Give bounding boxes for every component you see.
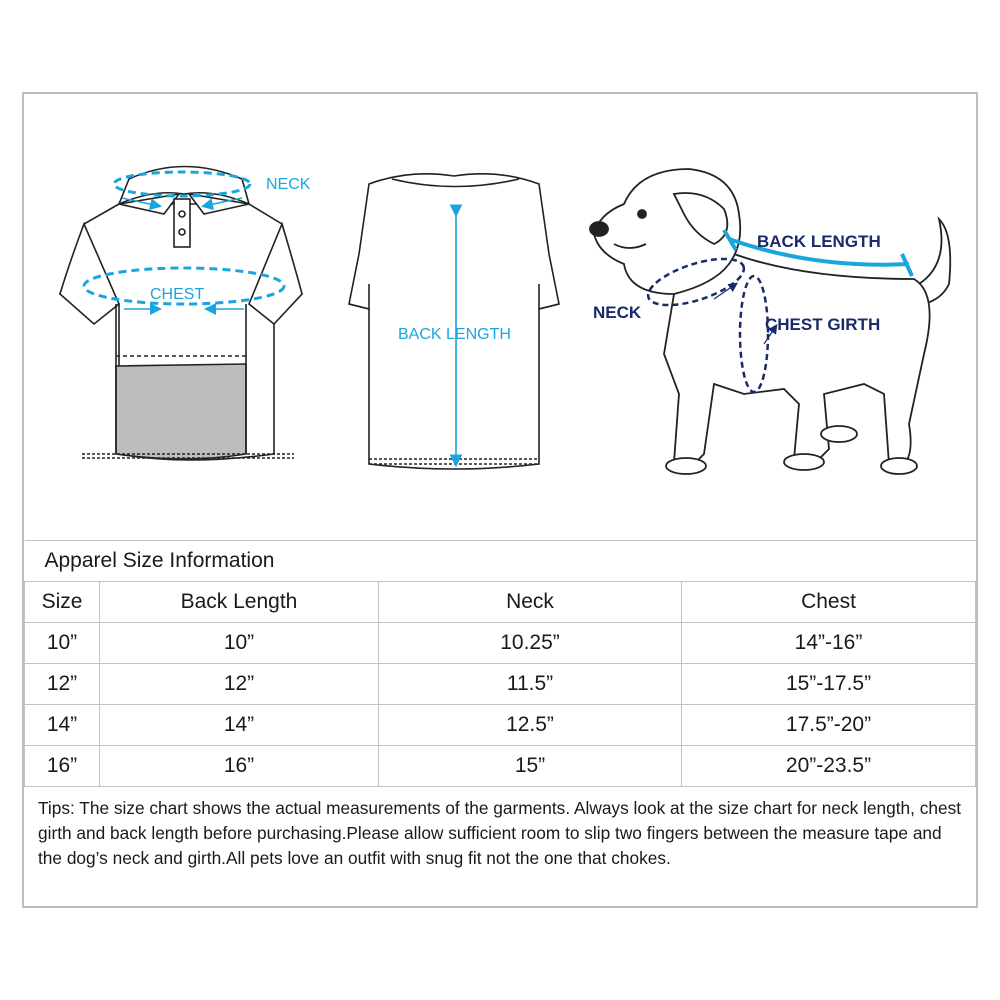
table-header-row: [25, 582, 976, 623]
cell-chest: 14”-16”: [682, 623, 976, 664]
table-row: [25, 746, 976, 787]
cell-chest: 20”-23.5”: [682, 746, 976, 787]
cell-neck: 10.25”: [379, 623, 682, 664]
cell-neck: 15”: [379, 746, 682, 787]
header-size: Size: [25, 582, 100, 623]
cell-chest: 17.5”-20”: [682, 705, 976, 746]
tips-text: Tips: The size chart shows the actual measurements of the garments. Always look at the size chart for neck length, chest girth and back length before purchasing.Please allow sufficient room to slip two fingers between the measure tape and the dog’s neck and girth.All pets love an outfit with snug fit not the one that chokes.: [38, 798, 962, 868]
illustrations-panel: [24, 94, 976, 540]
size-chart-frame: [22, 92, 978, 908]
table-row: [25, 705, 976, 746]
shirt-front-neck-label: NECK: [266, 176, 311, 193]
table-caption: Apparel Size Information: [25, 541, 976, 582]
table-row: [25, 623, 976, 664]
cell-size: 12”: [25, 664, 100, 705]
cell-neck: 11.5”: [379, 664, 682, 705]
cell-size: 14”: [25, 705, 100, 746]
header-chest: Chest: [682, 582, 976, 623]
header-neck: Neck: [379, 582, 682, 623]
cell-chest: 15”-17.5”: [682, 664, 976, 705]
shirt-back-illustration: [349, 174, 559, 469]
cell-size: 16”: [25, 746, 100, 787]
header-back-length: Back Length: [100, 582, 379, 623]
shirt-front-illustration: [60, 167, 302, 461]
cell-size: 10”: [25, 623, 100, 664]
cell-back-length: 16”: [100, 746, 379, 787]
shirt-back-length-label: BACK LENGTH: [398, 326, 511, 343]
table-row: [25, 664, 976, 705]
shirt-front-chest-label: CHEST: [150, 286, 205, 303]
cell-neck: 12.5”: [379, 705, 682, 746]
cell-back-length: 12”: [100, 664, 379, 705]
cell-back-length: 14”: [100, 705, 379, 746]
cell-back-length: 10”: [100, 623, 379, 664]
dog-neck-label: NECK: [593, 303, 642, 322]
size-table: [24, 540, 976, 787]
dog-chest-girth-label: CHEST GIRTH: [765, 315, 881, 334]
dog-back-length-label: BACK LENGTH: [757, 232, 881, 251]
